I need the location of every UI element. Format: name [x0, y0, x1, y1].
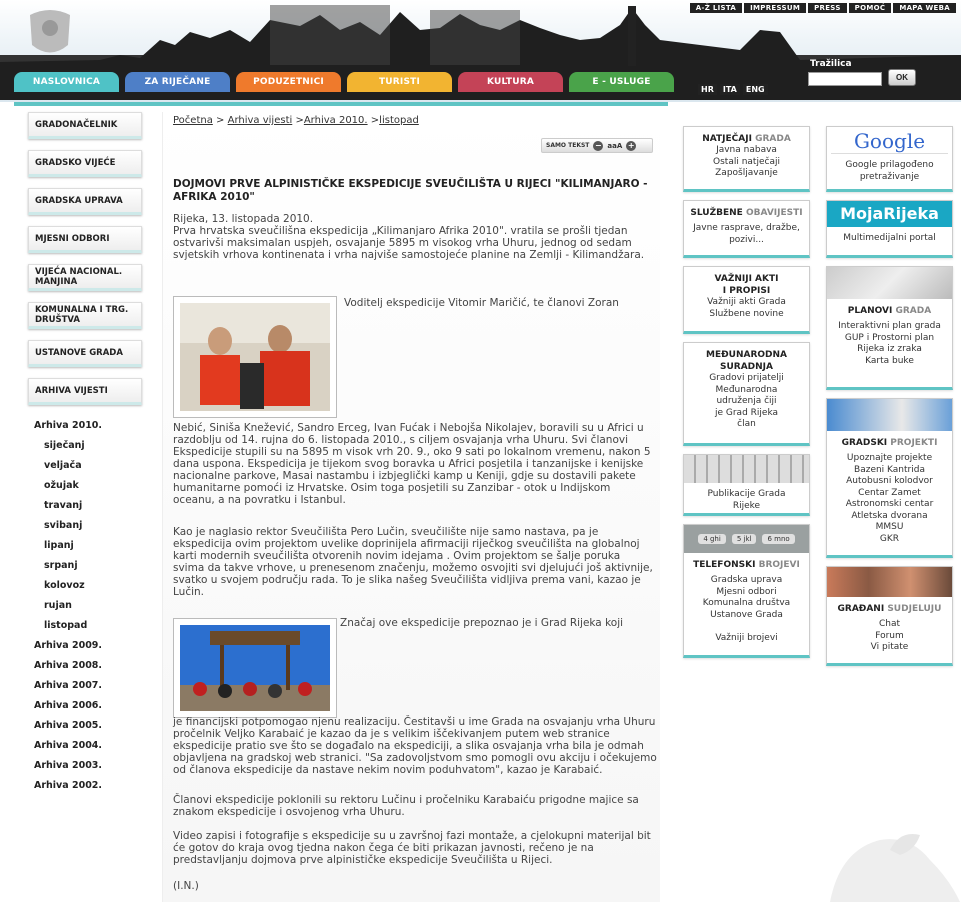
archive-year[interactable]: Arhiva 2003. — [34, 760, 103, 771]
box-title-sub: GRADA — [755, 134, 791, 144]
article-p2: Kao je naglasio rektor Sveučilišta Pero Lučin, sveučilište nije samo nastava, pa je ekspedicija ovim projektom uvelike doprinijela afirmaciji riječkog sveučilišta na globalnoj karti modernih sveučilišta otvorenih novim idejama . Ovim projektom se šalje poruka svima da takve vrhove, u prenesenom značenju, možemo osvojiti svi djelujući još aktivnije, svatko u svojem području rada. To je slika našeg Sveučilišta vidljiva prema vani, kazao je Lučin. — [173, 526, 653, 598]
article-p3: je financijski potpomogao njenu realizaciju. Čestitavši u ime Grada na osvajanju vrha Uhuru pročelnik Veljko Karabaić je kazao da je s velikim iščekivanjem putem web stranice ekspedicije pratio sve što se događalo na ekspediciji, a slika osvajanja vrha bila je odmah objavljena na gradskoj web stranici. "Sa zadovoljstvom smo pomogli ovu akciju i očekujemo od članova ekspedicije da nastave nekim novim poduhvatom", kazao je Karabaić. — [173, 716, 657, 776]
menu-mayor[interactable]: GRADONAČELNIK — [28, 112, 142, 139]
archive-month[interactable]: travanj — [44, 500, 83, 511]
archive-month[interactable]: rujan — [44, 600, 72, 611]
box-link[interactable]: Zapošljavanje — [715, 168, 778, 178]
menu-city-administration[interactable]: GRADSKA UPRAVA — [28, 188, 142, 215]
article-lead: Prva hrvatska sveučilišna ekspedicija „Kilimanjaro Afrika 2010". vratila se prošli tjedan ostvarivši maksimalan uspjeh, osvajanje 5895 m visokog vrha Uhuru, jednog od sedam svjetskih vrhova kontinenata i vrha najviše samostojeće planine na Zemlji - Kilimandžara. — [173, 225, 645, 261]
breadcrumb-year[interactable]: Arhiva 2010. — [303, 115, 368, 126]
box-link[interactable]: Javna nabava — [716, 145, 777, 155]
box-title: GRAĐANI — [837, 604, 885, 614]
pool-image — [827, 399, 952, 431]
article-p1: Nebić, Siniša Knežević, Sandro Erceg, Ivan Fućak i Nebojša Nikolajev, boravili su u Africi u razdoblju od 14. rujna do 6. listopada 2010., s ciljem osvajanja vrha Uhuru. Svi članovi Ekspedicije stupili su na 5895 m visok vrh 20. 9., oko 9 sati po lokalnom vremenu, nakon 5 dana uspona. Ekspedicija je tijekom svog boravka u Africi posjetila i tanzanijske i kenijske nacionalne parkove, Masai nastambu i izbjeglički kamp u Keniji, gdje su dostavili pakete humanitarne pomoći iz Hrvatske. Osim toga posjetili su Zanzibar - otok u Indijskom oceanu, a na povratku i Istanbul. — [173, 422, 651, 506]
box-link[interactable]: Interaktivni plan grada — [838, 321, 941, 331]
archive-year[interactable]: Arhiva 2008. — [34, 660, 103, 671]
breadcrumb-month[interactable]: listopad — [379, 115, 419, 126]
box-official-notices[interactable] — [683, 200, 810, 258]
breadcrumb — [173, 115, 419, 126]
menu-utility-companies[interactable]: KOMUNALNA I TRG. DRUŠTVA — [28, 302, 142, 329]
article-p3-end: Članovi ekspedicije poklonili su rektoru Lučinu i pročelniku Karabaiću prigodne majice sa znakom ekspedicije i osvojenog vrha Uhuru. — [173, 794, 639, 818]
archive-month[interactable]: kolovoz — [44, 580, 85, 591]
box-link[interactable]: Važniji brojevi — [715, 633, 778, 643]
box-link[interactable]: Google prilagođeno — [845, 160, 934, 170]
box-link[interactable]: Rijeka iz zraka — [857, 344, 922, 354]
box-link[interactable]: Karta buke — [865, 355, 914, 366]
box-link[interactable]: MMSU — [875, 522, 904, 532]
breadcrumb-sep: > — [370, 115, 380, 126]
search-label: Tražilica — [810, 59, 852, 69]
archive-year[interactable]: Arhiva 2006. — [34, 700, 103, 711]
city-coat-of-arms — [30, 10, 70, 53]
box-link[interactable]: Bazeni Kantrida — [854, 464, 925, 475]
phone-key: 5 jkl — [732, 534, 757, 544]
nav-tab-home[interactable]: NASLOVNICA — [14, 72, 119, 92]
article-content — [162, 112, 660, 902]
article-p4: Video zapisi i fotografije s ekspedicije su u završnoj fazi montaže, a cjelokupni materijal bit će gotov do kraja ovog tjedna nakon čega će biti prikazan javnosti, rečeno je na predstavljanju dojmova prve alpinističke ekspedicije Sveučilišta u Rijeci. — [173, 830, 651, 866]
box-link[interactable]: Autobusni kolodvor — [846, 476, 933, 486]
left-sidebar — [14, 112, 156, 796]
menu-local-committees[interactable]: MJESNI ODBORI — [28, 226, 142, 253]
nav-underline — [14, 102, 668, 106]
box-city-plans[interactable] — [826, 266, 953, 390]
box-link[interactable]: Komunalna društva — [702, 598, 791, 608]
top-link-help[interactable]: POMOĆ — [849, 3, 892, 13]
nav-tab-culture[interactable]: KULTURA — [458, 72, 563, 92]
language-switcher — [698, 84, 768, 95]
box-link[interactable]: Mjesni odbori — [716, 586, 777, 597]
breadcrumb-archive[interactable]: Arhiva vijesti — [227, 115, 293, 126]
box-link[interactable]: Gradska uprava — [710, 575, 783, 585]
box-title: NATJEČAJI — [702, 134, 752, 144]
box-link[interactable]: GUP i Prostorni plan — [844, 332, 935, 343]
box-international[interactable] — [683, 342, 810, 446]
archive-month[interactable]: siječanj — [44, 440, 85, 451]
box-acts[interactable] — [683, 266, 810, 334]
breadcrumb-sep: > — [216, 115, 225, 126]
archive-year[interactable]: Arhiva 2007. — [34, 680, 103, 691]
box-link[interactable]: Chat — [878, 619, 901, 629]
box-title: MEĐUNARODNA — [706, 350, 787, 360]
nav-tab-citizens[interactable]: ZA RIJEČANE — [125, 72, 230, 92]
archive-year-current[interactable]: Arhiva 2010. — [34, 420, 103, 431]
box-link[interactable]: Rijeke — [732, 500, 761, 511]
archive-list — [34, 416, 156, 796]
right-column-2 — [826, 126, 952, 674]
text-only-button[interactable]: SAMO TEKST — [546, 142, 590, 149]
box-link[interactable]: Multimedijalni portal — [843, 233, 936, 243]
box-title: PLANOVI — [847, 306, 893, 316]
box-title-sub: I PROPISI — [722, 286, 771, 296]
box-link[interactable]: Atletska dvorana — [851, 510, 928, 521]
search-input[interactable] — [808, 72, 882, 86]
box-link[interactable]: Upoznajte projekte — [846, 453, 933, 463]
menu-city-council[interactable]: GRADSKO VIJEĆE — [28, 150, 142, 177]
box-link[interactable]: Vi pitate — [870, 642, 909, 652]
lang-ita[interactable]: ITA — [720, 84, 740, 95]
box-link[interactable]: Važniji akti Grada — [707, 297, 786, 307]
city-map-image — [827, 267, 952, 299]
box-link[interactable]: Astronomski centar — [845, 499, 934, 509]
box-city-projects[interactable] — [826, 398, 953, 558]
font-decrease-icon[interactable]: − — [595, 140, 602, 150]
photo-team-shirts — [173, 296, 337, 418]
box-link[interactable]: je Grad Rijeka — [714, 407, 779, 418]
top-links — [690, 3, 956, 13]
right-column-1 — [683, 126, 810, 666]
main-nav — [14, 72, 674, 92]
archive-month[interactable]: svibanj — [44, 520, 83, 531]
top-link-sitemap[interactable]: MAPA WEBA — [893, 3, 956, 13]
phone-key: 4 ghi — [698, 534, 726, 544]
box-link[interactable]: Publikacije Grada — [707, 489, 786, 499]
article-date: Rijeka, 13. listopada 2010. — [173, 213, 314, 225]
box-link[interactable]: Javne rasprave, dražbe, — [693, 223, 800, 233]
top-link-impressum[interactable]: IMPRESSUM — [744, 3, 806, 13]
box-phone-numbers[interactable] — [683, 524, 810, 658]
box-title: TELEFONSKI — [693, 560, 756, 570]
box-title-sub: BROJEVI — [758, 560, 800, 570]
box-title-sub: PROJEKTI — [890, 438, 938, 448]
box-link[interactable]: Forum — [875, 630, 904, 641]
box-link[interactable]: Službene novine — [709, 308, 784, 319]
box-title-sub: OBAVIJESTI — [745, 208, 803, 218]
box-link[interactable]: GKR — [879, 533, 900, 544]
text-tools — [541, 138, 653, 153]
box-link[interactable]: Međunarodna — [715, 384, 778, 395]
archive-month[interactable]: listopad — [44, 620, 88, 631]
article-signature: (I.N.) — [173, 880, 199, 892]
archive-month[interactable]: lipanj — [44, 540, 74, 551]
lang-eng[interactable]: ENG — [743, 84, 768, 95]
lang-hr[interactable]: HR — [698, 84, 717, 95]
box-title-sub: GRADA — [895, 306, 932, 316]
phone-key: 6 mno — [762, 534, 794, 544]
menu-city-institutions[interactable]: USTANOVE GRADA — [28, 340, 142, 367]
box-title-sub: SURADNJA — [719, 362, 773, 372]
nav-tab-eservices[interactable]: E - USLUGE — [569, 72, 674, 92]
box-link[interactable]: Gradovi prijatelji — [709, 373, 784, 383]
archive-month[interactable]: veljača — [44, 460, 82, 471]
font-increase-icon[interactable]: + — [627, 140, 635, 150]
box-title: SLUŽBENE — [690, 208, 743, 218]
nav-tab-tourists[interactable]: TURISTI — [347, 72, 452, 92]
box-link[interactable]: pretraživanje — [859, 171, 920, 182]
phone-keypad-image — [684, 525, 809, 553]
box-tenders[interactable] — [683, 126, 810, 192]
top-link-az[interactable]: A-Ž LISTA — [690, 3, 742, 13]
mojarijeka-logo: MojaRijeka — [827, 201, 952, 227]
box-link[interactable]: udruženja čiji — [716, 396, 777, 406]
top-link-press[interactable]: PRESS — [808, 3, 847, 13]
box-title: VAŽNIJI AKTI — [714, 274, 779, 284]
nav-tab-business[interactable]: PODUZETNICI — [236, 72, 341, 92]
people-image — [827, 567, 952, 597]
team-shirts-image — [180, 303, 330, 411]
newspapers-image — [684, 455, 809, 483]
summit-image — [180, 625, 330, 711]
box-link[interactable]: Ostali natječaji — [713, 156, 780, 167]
box-citizens-participate[interactable] — [826, 566, 953, 666]
box-google[interactable] — [826, 126, 953, 192]
archive-month[interactable]: ožujak — [44, 480, 79, 491]
coat-of-arms-watermark — [820, 820, 960, 902]
menu-national-minorities[interactable]: VIJEĆA NACIONAL. MANJINA — [28, 264, 142, 291]
header — [0, 0, 961, 102]
box-link[interactable]: Ustanove Grada — [710, 609, 783, 620]
article-p3-start: Značaj ove ekspedicije prepoznao je i Grad Rijeka koji — [340, 617, 624, 629]
font-size-icon: aaA — [607, 141, 623, 150]
box-link[interactable]: Centar Zamet — [858, 487, 921, 498]
box-mojarijeka[interactable] — [826, 200, 953, 258]
box-title-sub: SUDJELUJU — [887, 604, 942, 614]
breadcrumb-home[interactable]: Početna — [173, 115, 213, 126]
box-publications[interactable] — [683, 454, 810, 516]
archive-year[interactable]: Arhiva 2004. — [34, 740, 103, 751]
menu-news-archive[interactable]: ARHIVA VIJESTI — [28, 378, 142, 405]
archive-year[interactable]: Arhiva 2002. — [34, 780, 103, 791]
box-link[interactable]: član — [737, 419, 756, 429]
archive-year[interactable]: Arhiva 2009. — [34, 640, 103, 651]
search-button[interactable]: OK — [888, 69, 916, 86]
breadcrumb-sep: > — [295, 115, 304, 126]
article-p1-start: Voditelj ekspedicije Vitomir Maričić, te članovi Zoran — [344, 297, 619, 309]
box-title: GRADSKI — [841, 438, 888, 448]
archive-year[interactable]: Arhiva 2005. — [34, 720, 103, 731]
article-title: DOJMOVI PRVE ALPINISTIČKE EKSPEDICIJE SVEUČILIŠTA U RIJECI "KILIMANJARO - AFRIKA 2010" — [173, 178, 648, 203]
box-link[interactable]: pozivi... — [729, 234, 764, 245]
photo-summit — [173, 618, 337, 718]
google-logo: Google — [831, 129, 948, 154]
archive-month[interactable]: srpanj — [44, 560, 78, 571]
